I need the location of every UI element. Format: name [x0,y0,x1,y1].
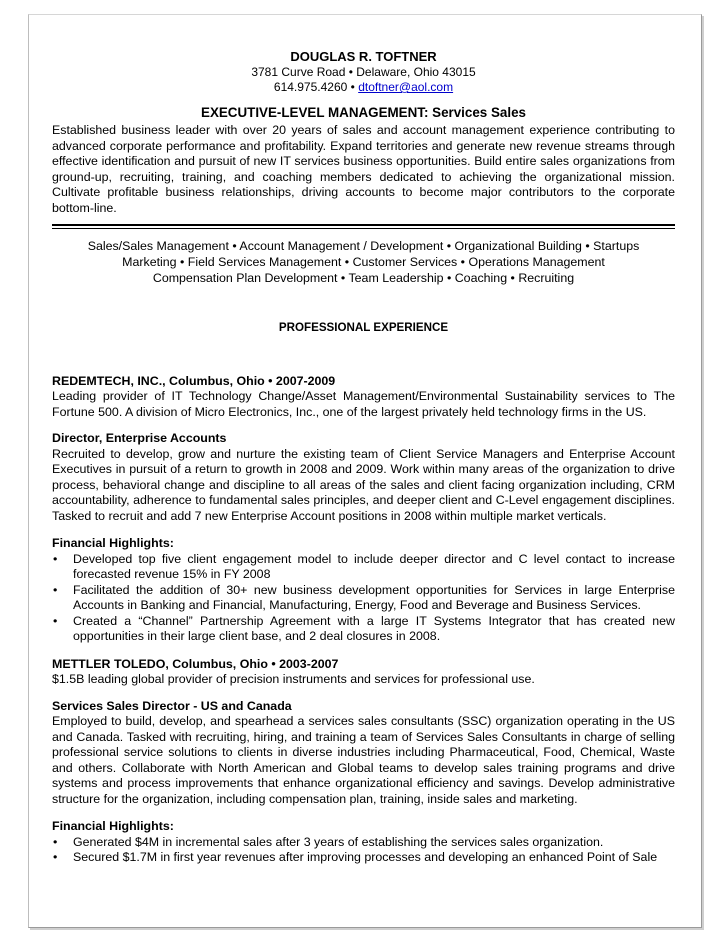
skills-line: Compensation Plan Development • Team Leadership • Coaching • Recruiting [152,271,575,285]
contact-line [52,80,675,95]
list-item [52,583,675,614]
email-link[interactable]: dtoftner@aol.com [358,80,454,94]
highlight-text: Secured $1.7M in first year revenues after improving processes and developing an enhanced Point of Sale [73,850,658,864]
job-title: Services Sales Director - US and Canada [52,698,292,713]
highlights-title: Financial Highlights: [52,819,174,833]
section-title: PROFESSIONAL EXPERIENCE [278,321,449,334]
headline: EXECUTIVE-LEVEL MANAGEMENT: Services Sales [201,105,526,120]
highlight-text: Facilitated the addition of 30+ new business development opportunities for Services in large Enterprise Accounts in Banking and Financial, Manufacturing, Energy, Food and Beverage and Business Services. [73,582,675,612]
skills-line: Marketing • Field Services Management • Customer Services • Operations Management [122,255,605,269]
highlights-title: Financial Highlights: [52,536,174,550]
address-line: 3781 Curve Road • Delaware, Ohio 43015 [251,65,476,79]
company-description: Leading provider of IT Technology Change/Asset Management/Environmental Sustainability services to The Fortune 500. A division of Micro Electronics, Inc., one of the largest privately held technology firms in the US. [52,389,675,419]
bullet-icon: • [53,582,58,597]
phone-number: 614.975.4260 • [273,80,355,94]
skills-block [52,238,675,286]
bullet-icon: • [53,551,58,566]
company-description: $1.5B leading global provider of precision instruments and services for professional use. [52,672,535,686]
bullet-icon: • [53,613,58,628]
job-description: Recruited to develop, grow and nurture the existing team of Client Service Managers and Enterprise Account Executives in pursuit of a return to growth in 2008 and 2009. Work within many areas of the organization to drive process, behavioral change and discipline to all areas of the sales and client facing organization including, CRM accountability, adherence to fundamental sales principles, and deeper client and C-Level engagement disciplines. Tasked to recruit and add 7 new Enterprise Account positions in 2008 within multiple market verticals. [52,446,675,523]
list-item [52,850,675,866]
skills-line: Sales/Sales Management • Account Management / Development • Organizational Building • Startups [87,239,640,253]
resume-page [52,49,675,866]
candidate-name: DOUGLAS R. TOFTNER [290,49,437,64]
highlights-list [52,552,675,645]
summary-paragraph: Established business leader with over 20 years of sales and account management experience contributing to advanced corporate performance and profitability. Expand territories and generate new revenue streams through effective identification and pursuit of new IT services business opportunities. Build entire sales organizations from ground-up, recruiting, training, and coaching members dedicated to achieving the organizational mission. Cultivate profitable business relationships, driving accounts to become major contributors to the corporate bottom-line. [52,123,675,215]
highlight-text: Generated $4M in incremental sales after 3 years of establishing the services sales organization. [73,834,604,849]
list-item [52,614,675,645]
divider-rule [52,224,675,229]
company-heading: METTLER TOLEDO, Columbus, Ohio • 2003-2007 [52,656,339,671]
highlight-text: Developed top five client engagement model to include deeper director and C level contact to increase forecasted revenue 15% in FY 2008 [73,551,675,581]
list-item [52,552,675,583]
highlights-list [52,835,675,866]
company-heading: REDEMTECH, INC., Columbus, Ohio • 2007-2009 [52,373,336,388]
job-title: Director, Enterprise Accounts [52,431,227,445]
list-item [52,835,675,851]
bullet-icon: • [53,850,58,864]
job-description: Employed to build, develop, and spearhead a services sales consultants (SSC) organization operating in the US and Canada. Tasked with recruiting, hiring, and training a team of Services Sales Consultants in charge of selling professional service solutions to clients in diverse industries including Pharmaceutical, Food, Chemical, Waste and others. Collaborate with North American and Global teams to develop sales training programs and drive systems and process improvements that enhance organizational efficiency and savings. Develop administrative structure for the organization, including compensation plan, training, inside sales and marketing. [52,714,675,806]
bullet-icon: • [53,834,58,849]
highlight-text: Created a “Channel” Partnership Agreement with a large IT Systems Integrator that has created new opportunities in their large client base, and 2 deal closures in 2008. [73,613,675,643]
